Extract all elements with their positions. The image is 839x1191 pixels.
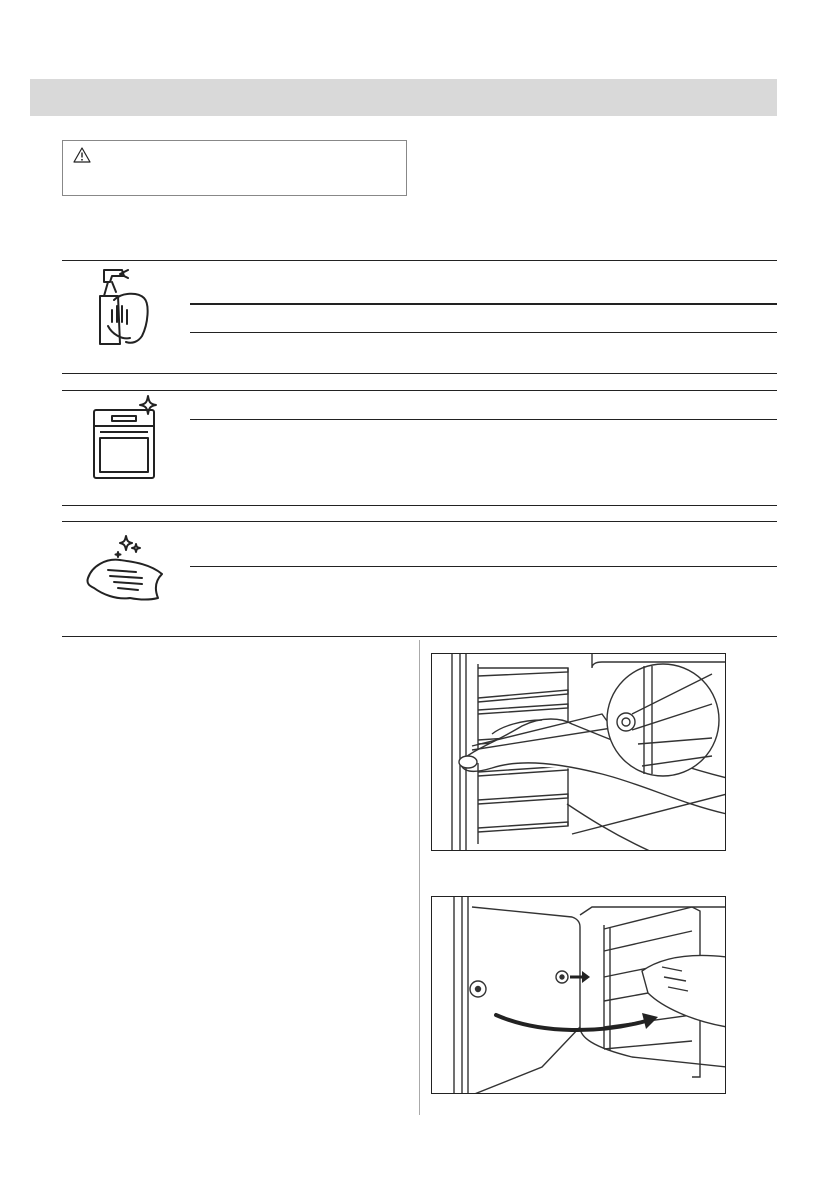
table-row-divider — [62, 521, 777, 522]
warning-box — [62, 140, 407, 196]
warning-triangle-icon — [73, 147, 91, 163]
table-inner-divider — [190, 419, 777, 420]
table-row-divider — [62, 260, 777, 261]
table-inner-divider — [190, 332, 777, 333]
spray-cloth-icon — [82, 262, 172, 352]
table-row-divider — [62, 373, 777, 374]
table-row-divider — [62, 390, 777, 391]
table-inner-divider — [190, 566, 777, 567]
shelf-support-installation-illustration — [431, 896, 726, 1094]
hand-cloth-sparkle-icon — [80, 528, 170, 618]
table-row-divider — [62, 636, 777, 637]
oven-sparkle-icon — [82, 394, 172, 484]
table-row-divider — [62, 505, 777, 506]
table-inner-divider — [190, 303, 777, 305]
column-separator — [419, 640, 420, 1115]
shelf-support-removal-illustration — [431, 653, 726, 851]
section-header-band — [30, 79, 777, 116]
